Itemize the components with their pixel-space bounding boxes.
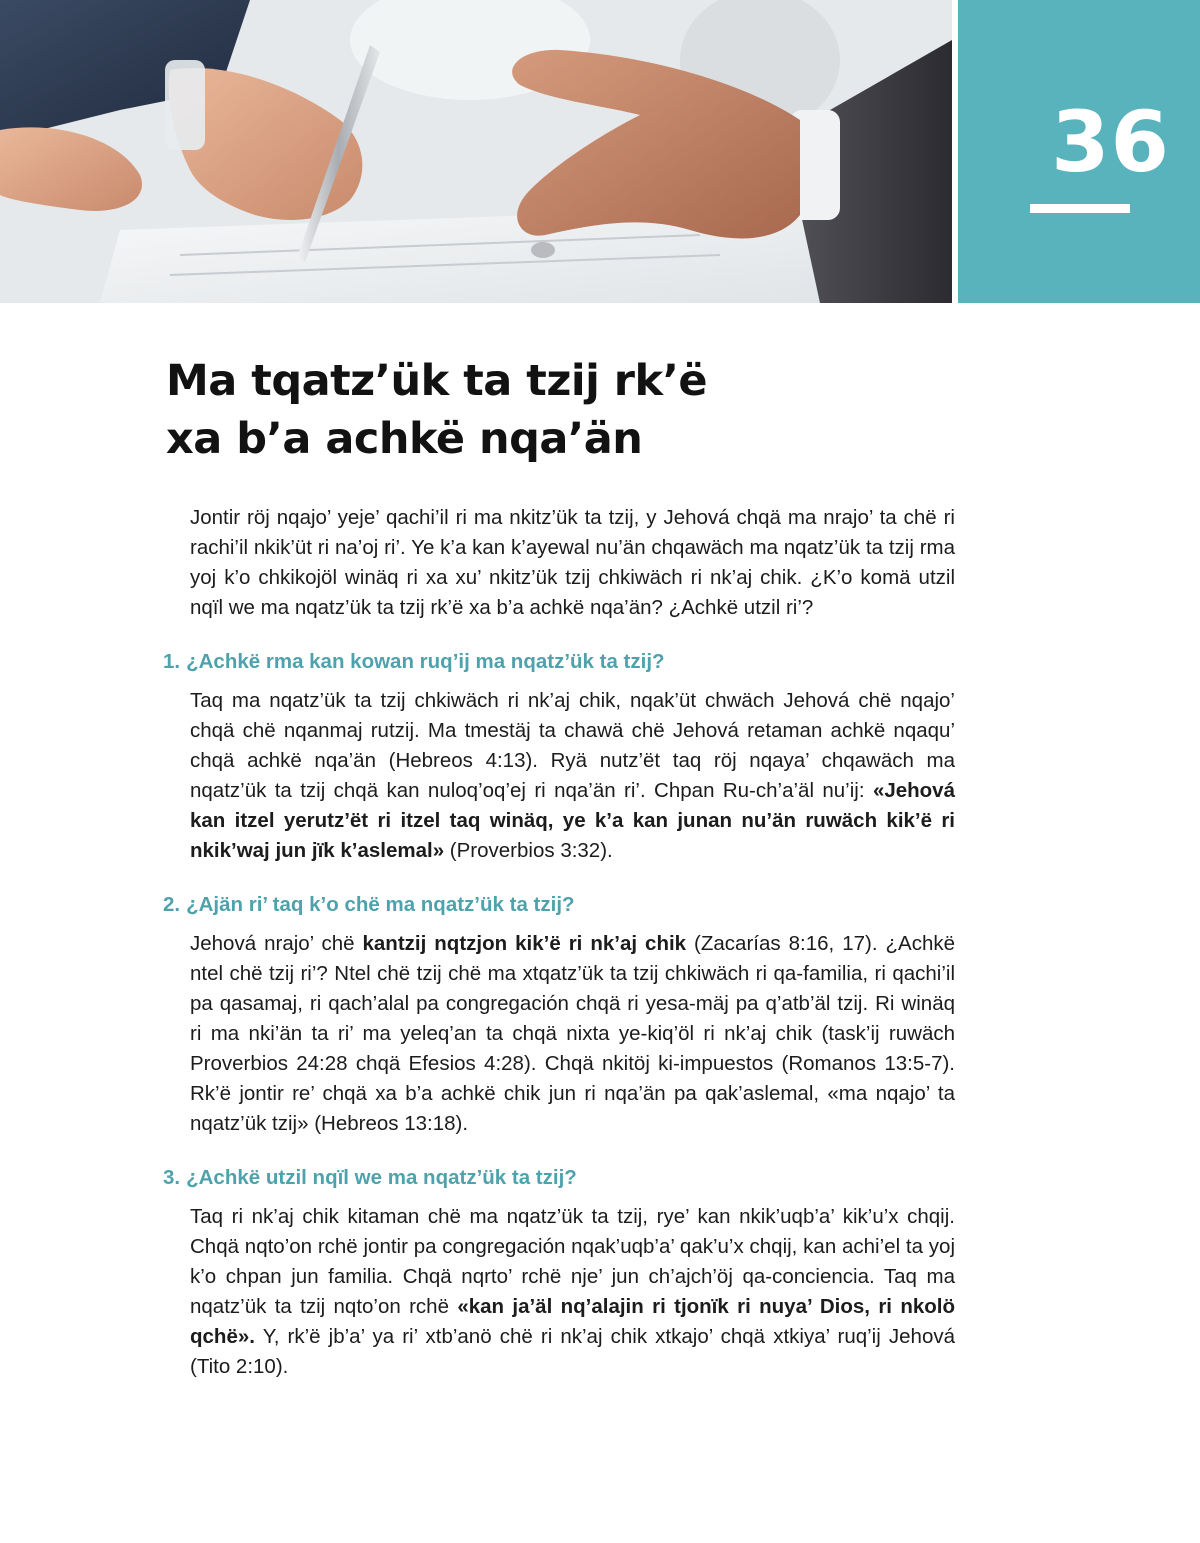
question-text: ¿Achkë utzil nqïl we ma nqatz’ük ta tzij? <box>186 1166 577 1189</box>
chapter-number-box <box>958 0 1200 303</box>
lesson-content <box>163 503 955 1382</box>
intro-paragraph: Jontir röj nqajo’ yeje’ qachi’il ri ma nkitz’ük ta tzij, y Jehová chqä ma nrajo’ ta chë ri rachi’il nkik’üt ri na’oj ri’. Ye k’a kan k’ayewal nu’än chqawäch ma nqatz’ük ta tzij rma yoj k’o chkikojöl winäq ri xa xu’ nkitz’ük tzij chkiwäch ri nk’aj chik. ¿K’o komä utzil nqïl we ma nqatz’ük ta tzij rk’ë xa b’a achkë nqa’än? ¿Achkë utzil ri’? <box>190 506 955 619</box>
question-number: 3. <box>163 1166 181 1189</box>
page-title <box>166 352 926 468</box>
answer-text-end: (Zacarías 8:16, 17). ¿Achkë ntel chë tzij ri’? Ntel chë tzij chë ma xtqatz’ük ta tzij chkiwäch ri qa-familia, ri qachi’il pa qasamaj, ri qach’alal pa congregación chqä ri yesa-mäj pa q’atb’äl tzij. Ri winäq ri ma nki’än ta ri’ ma yeleq’an ta chqä nixta ye-kiq’öl ri nk’aj chik (task’ij ruwäch Proverbios 24:28 chqä Efesios 4:28). Chqä nkitöj ki-impuestos (Romanos 13:5-7). Rk’ë jontir re’ chqä xa b’a achkë chik jun ri nqa’än pa qak’aslemal, «ma nqajo’ ta nqatz’ük tzij» (Hebreos 13:18). <box>190 932 956 1135</box>
answer-text: Taq ma nqatz’ük ta tzij chkiwäch ri nk’aj chik, nqak’üt chwäch Jehová chë nqajo’ chqä chë nqanmaj rutzij. Ma tmestäj ta chawä chë Jehová retaman achkë nqaqu’ chqä achkë nqa’än (Hebreos 4:13). Ryä nutz’ët taq röj nqaya’ chqawäch ma nqatz’ük ta tzij chqä kan nuloq’oq’ej ri nqa’än ri’. Chpan Ru-ch’a’äl nu’ij: <box>190 689 955 802</box>
answer-text-end: Y, rk’ë jb’a’ ya ri’ xtb’anö chë ri nk’aj chik xtkajo’ chqä xtkiya’ ruq’ij Jehová (Tito 2:10). <box>190 1325 955 1378</box>
answer-3-paragraph <box>190 1202 955 1382</box>
answer-text: Taq ri nk’aj chik kitaman chë ma nqatz’ük ta tzij, rye’ kan nkik’uqb’a’ kik’u’x chqij. Chqä nqto’on rchë jontir pa congregación nqak’uqb’a’ qak’u’x chqij, kan achi’el ta yoj k’o chpan jun familia. Chqä nqrto’ rchë nje’ jun ch’ajch’öj qa-conciencia. Taq ma nqatz’ük ta tzij nqto’on rchë <box>190 1205 955 1318</box>
question-text: ¿Achkë rma kan kowan ruq’ij ma nqatz’ük ta tzij? <box>186 650 665 673</box>
question-number: 1. <box>163 650 181 673</box>
page-title-line-1: Ma tqatz’ük ta tzij rk’ë <box>166 356 708 406</box>
answer-1-paragraph <box>190 686 955 866</box>
question-number: 2. <box>163 893 181 916</box>
answer-emphasis: kantzij nqtzjon kik’ë ri nk’aj chik <box>362 932 687 955</box>
handshake-contract-illustration <box>0 0 952 303</box>
question-2-heading <box>163 890 955 920</box>
question-3-heading <box>163 1163 955 1193</box>
chapter-number-underline <box>1030 204 1130 213</box>
answer-text-end: (Proverbios 3:32). <box>444 839 613 862</box>
chapter-number: 36 <box>1051 93 1170 191</box>
answer-emphasis: «Jehová kan itzel yerutz’ët ri itzel taq winäq, ye k’a kan junan nu’än ruwäch kik’ë ri nkik’waj jun jïk k’aslemal» <box>190 779 955 862</box>
question-1-heading <box>163 647 955 677</box>
page-title-line-2: xa b’a achkë nqa’än <box>166 414 643 464</box>
answer-text: Jehová nrajo’ chë <box>190 932 363 955</box>
hero-photo <box>0 0 952 303</box>
answer-2-paragraph <box>190 929 955 1139</box>
question-text: ¿Ajän ri’ taq k’o chë ma nqatz’ük ta tzij? <box>186 893 575 916</box>
answer-emphasis: «kan ja’äl nq’alajin ri tjonïk ri nuya’ Dios, ri nkolö qchë». <box>190 1295 955 1348</box>
